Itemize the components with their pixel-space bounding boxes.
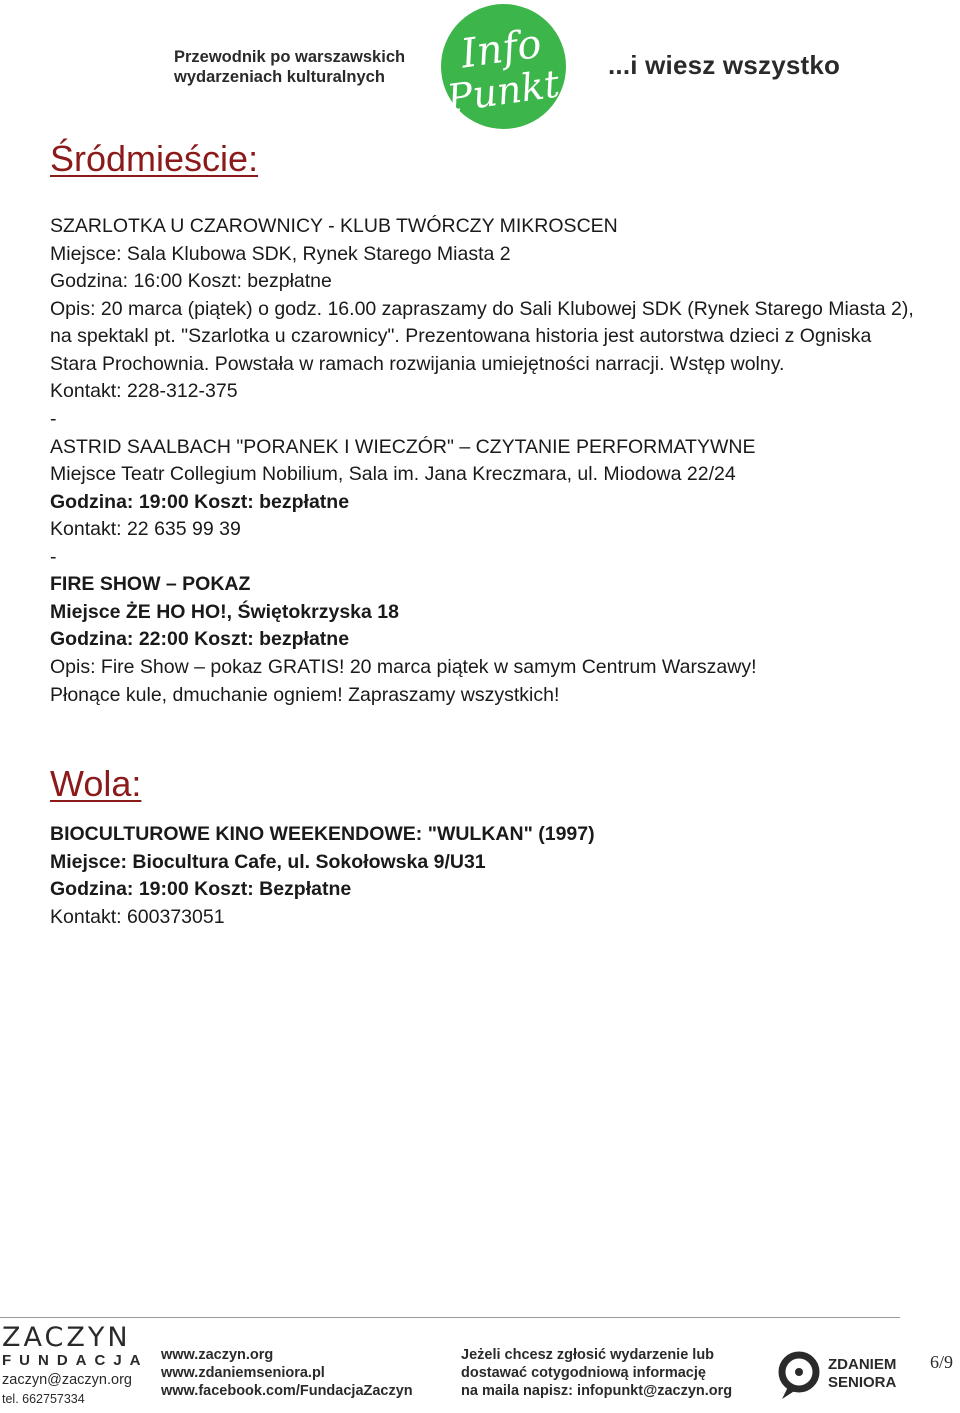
fundacja-label: FUNDACJA: [2, 1352, 149, 1369]
infopunkt-logo-icon: [441, 4, 566, 129]
event-2-title: ASTRID SAALBACH "PORANEK I WIECZÓR" – CZYTANIE PERFORMATYWNE: [50, 436, 756, 458]
event-separator: -: [50, 408, 57, 430]
event-1-contact: Kontakt: 228-312-375: [50, 380, 238, 402]
event-3-title: FIRE SHOW – POKAZ: [50, 573, 251, 595]
zs-line-1: ZDANIEM: [828, 1356, 897, 1373]
zdaniem-seniora-logo: [828, 1356, 896, 1392]
section-title-srodmiescie: Śródmieście:: [50, 138, 259, 179]
event-1-desc-line-3: Stara Prochownia. Powstała w ramach rozwijania umiejętności narracji. Wstęp wolny.: [50, 353, 785, 375]
footer-links: [161, 1346, 413, 1400]
zaczyn-logo: ZACZYN: [2, 1322, 131, 1353]
event-4-time-cost: Godzina: 19:00 Koszt: Bezpłatne: [50, 878, 352, 900]
tagline-line-1: Przewodnik po warszawskich: [174, 48, 406, 66]
link-facebook[interactable]: www.facebook.com/FundacjaZaczyn: [161, 1383, 413, 1399]
event-1-desc-line-1: Opis: 20 marca (piątek) o godz. 16.00 zapraszamy do Sali Klubowej SDK (Rynek Starego Miasta 2),: [50, 298, 914, 320]
event-1-place: Miejsce: Sala Klubowa SDK, Rynek Starego Miasta 2: [50, 243, 511, 265]
footer-divider: [0, 1317, 900, 1318]
event-1-time-cost: Godzina: 16:00 Koszt: bezpłatne: [50, 270, 332, 292]
zs-line-2: SENIORA: [828, 1374, 897, 1391]
info-line-2: dostawać cotygodniową informację: [461, 1365, 706, 1381]
header-tagline: [174, 47, 424, 87]
event-3-desc-line-2: Płonące kule, dmuchanie ogniem! Zapraszamy wszystkich!: [50, 684, 560, 706]
event-2-place: Miejsce Teatr Collegium Nobilium, Sala im. Jana Kreczmara, ul. Miodowa 22/24: [50, 463, 736, 485]
info-line-3: na maila napisz: infopunkt@zaczyn.org: [461, 1383, 733, 1399]
event-4-title: BIOCULTUROWE KINO WEEKENDOWE: "WULKAN" (1997): [50, 823, 595, 845]
info-line-1: Jeżeli chcesz zgłosić wydarzenie lub: [461, 1347, 715, 1363]
footer-info: [461, 1346, 732, 1400]
page-header: [0, 0, 960, 130]
header-slogan: ...i wiesz wszystko: [608, 50, 841, 80]
event-4-contact: Kontakt: 600373051: [50, 906, 225, 928]
event-1-desc-line-2: na spektakl pt. "Szarlotka u czarownicy". Prezentowana historia jest autorstwa dzieci z Ogniska: [50, 325, 872, 347]
event-1-title: SZARLOTKA U CZAROWNICY - KLUB TWÓRCZY MIKROSCEN: [50, 215, 618, 237]
event-3-desc-line-1: Opis: Fire Show – pokaz GRATIS! 20 marca piątek w samym Centrum Warszawy!: [50, 656, 757, 678]
logo-word-punkt: Punkt: [444, 61, 563, 121]
zdaniem-seniora-icon: [778, 1345, 820, 1401]
page-footer: [0, 1300, 960, 1413]
page-number: 6/9: [930, 1352, 954, 1372]
footer-phone: tel. 662757334: [2, 1392, 85, 1406]
event-3-time-cost: Godzina: 22:00 Koszt: bezpłatne: [50, 628, 350, 650]
event-4-place: Miejsce: Biocultura Cafe, ul. Sokołowska 9/U31: [50, 851, 486, 873]
footer-email: zaczyn@zaczyn.org: [2, 1372, 132, 1388]
event-3-place: Miejsce ŻE HO HO!, Świętokrzyska 18: [50, 601, 399, 623]
event-2-time-cost: Godzina: 19:00 Koszt: bezpłatne: [50, 491, 350, 513]
infopunkt-logo: [441, 4, 566, 129]
tagline-line-2: wydarzeniach kulturalnych: [174, 68, 385, 86]
event-separator: -: [50, 546, 57, 568]
section-title-wola: Wola:: [50, 763, 142, 804]
link-zdaniemseniora[interactable]: www.zdaniemseniora.pl: [161, 1365, 325, 1381]
link-zaczyn[interactable]: www.zaczyn.org: [161, 1347, 274, 1363]
logo-word-info: Info: [458, 20, 545, 78]
event-2-contact: Kontakt: 22 635 99 39: [50, 518, 241, 540]
